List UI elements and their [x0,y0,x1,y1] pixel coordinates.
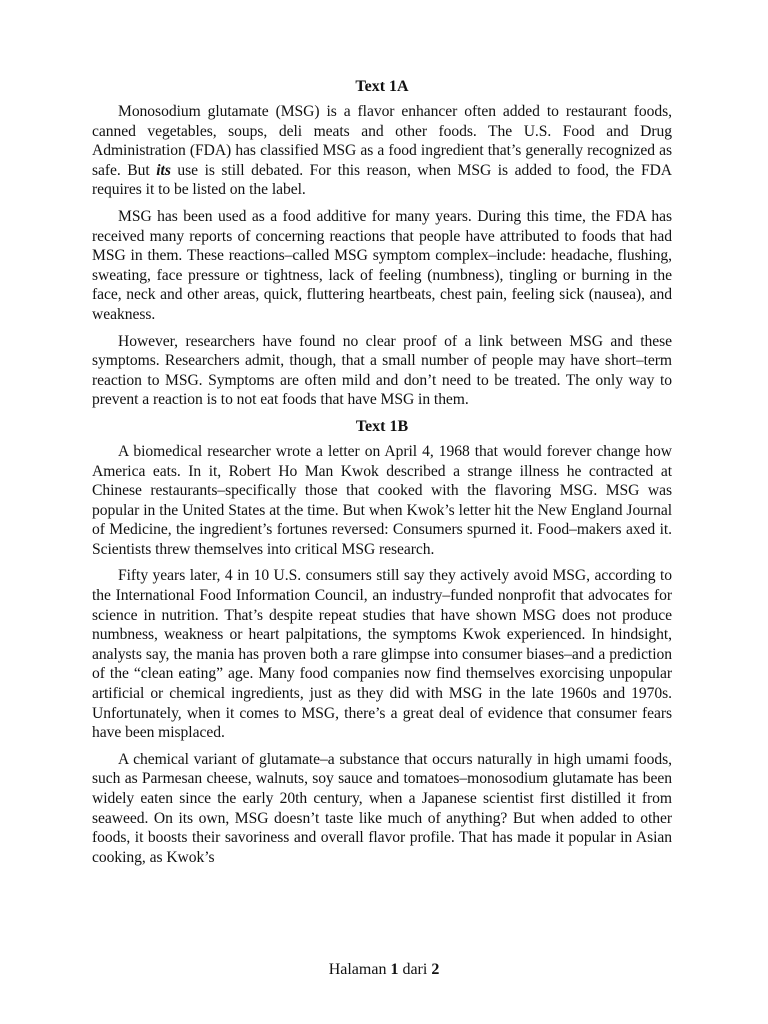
section-1a-p1-emphasis: its [156,161,171,179]
section-1b-paragraph-1: A biomedical researcher wrote a letter on April 4, 1968 that would forever change how America eats. In it, Robert Ho Man Kwok described a strange illness he contracted at Chinese restaurants–specifically those that cooked with the flavoring MSG. MSG was popular in the United States at the time. But when Kwok’s letter hit the New England Journal of Medicine, the ingredient’s fortunes reversed: Consumers spurned it. Food–makers axed it. Scientists threw themselves into critical MSG research. [92,442,672,558]
section-1a-heading: Text 1A [355,78,409,95]
section-1b-paragraph-3: A chemical variant of glutamate–a substance that occurs naturally in high umami foods, such as Parmesan cheese, walnuts, soy sauce and tomatoes–monosodium glutamate has been widely eaten since the early 20th century, when a Japanese scientist first distilled it from seaweed. On its own, MSG doesn’t taste like much of anything? But when added to other foods, it boosts their savoriness and overall flavor profile. That has made it popular in Asian cooking, as Kwok’s [92,750,672,866]
page-footer [0,960,768,980]
section-1a-paragraph-2: MSG has been used as a food additive for many years. During this time, the FDA has received many reports of concerning reactions that people have attributed to foods that had MSG in them. These reactions–called MSG symptom complex–include: headache, flushing, sweating, face pressure or tightness, lack of feeling (numbness), tingling or burning in the face, neck and other areas, quick, fluttering heartbeats, chest pain, feeling sick (nausea), and weakness. [92,207,672,323]
section-1a-paragraph-1 [92,102,672,200]
document-page [92,77,672,874]
section-1a-paragraph-3: However, researchers have found no clear proof of a link between MSG and these symptoms. Researchers admit, though, that a small number of people may have short–term reaction to MSG. Symptoms are often mild and don’t need to be treated. The only way to prevent a reaction is to not eat foods that have MSG in them. [92,332,672,409]
section-1b-paragraph-2: Fifty years later, 4 in 10 U.S. consumers still say they actively avoid MSG, according to the International Food Information Council, an industry–funded nonprofit that advocates for science in nutrition. That’s despite repeat studies that have shown MSG does not produce numbness, weakness or heart palpitations, the symptoms Kwok experienced. In hindsight, analysts say, the mania has proven both a rare glimpse into consumer biases–and a prediction of the “clean eating” age. Many food companies now find themselves exorcising unpopular artificial or chemical ingredients, just as they did with MSG in the late 1960s and 1970s. Unfortunately, when it comes to MSG, there’s a great deal of evidence that consumer fears have been misplaced. [92,567,672,742]
footer-current-page: 1 [390,961,399,978]
section-1a-p1-text-end: use is still debated. For this reason, when MSG is added to food, the FDA requires it to be listed on the label. [92,161,672,199]
footer-prefix: Halaman [328,961,391,978]
section-1b-heading: Text 1B [355,417,409,435]
section-1a-p1-text-start: Monosodium glutamate (MSG) is a flavor enhancer often added to restaurant foods, canned vegetables, soups, deli meats and other foods. The U.S. Food and Drug Administration (FDA) has classified MSG as a food ingredient that’s generally recognized as safe. But [92,103,672,179]
footer-total-pages: 2 [431,961,440,978]
footer-middle: dari [398,961,432,978]
